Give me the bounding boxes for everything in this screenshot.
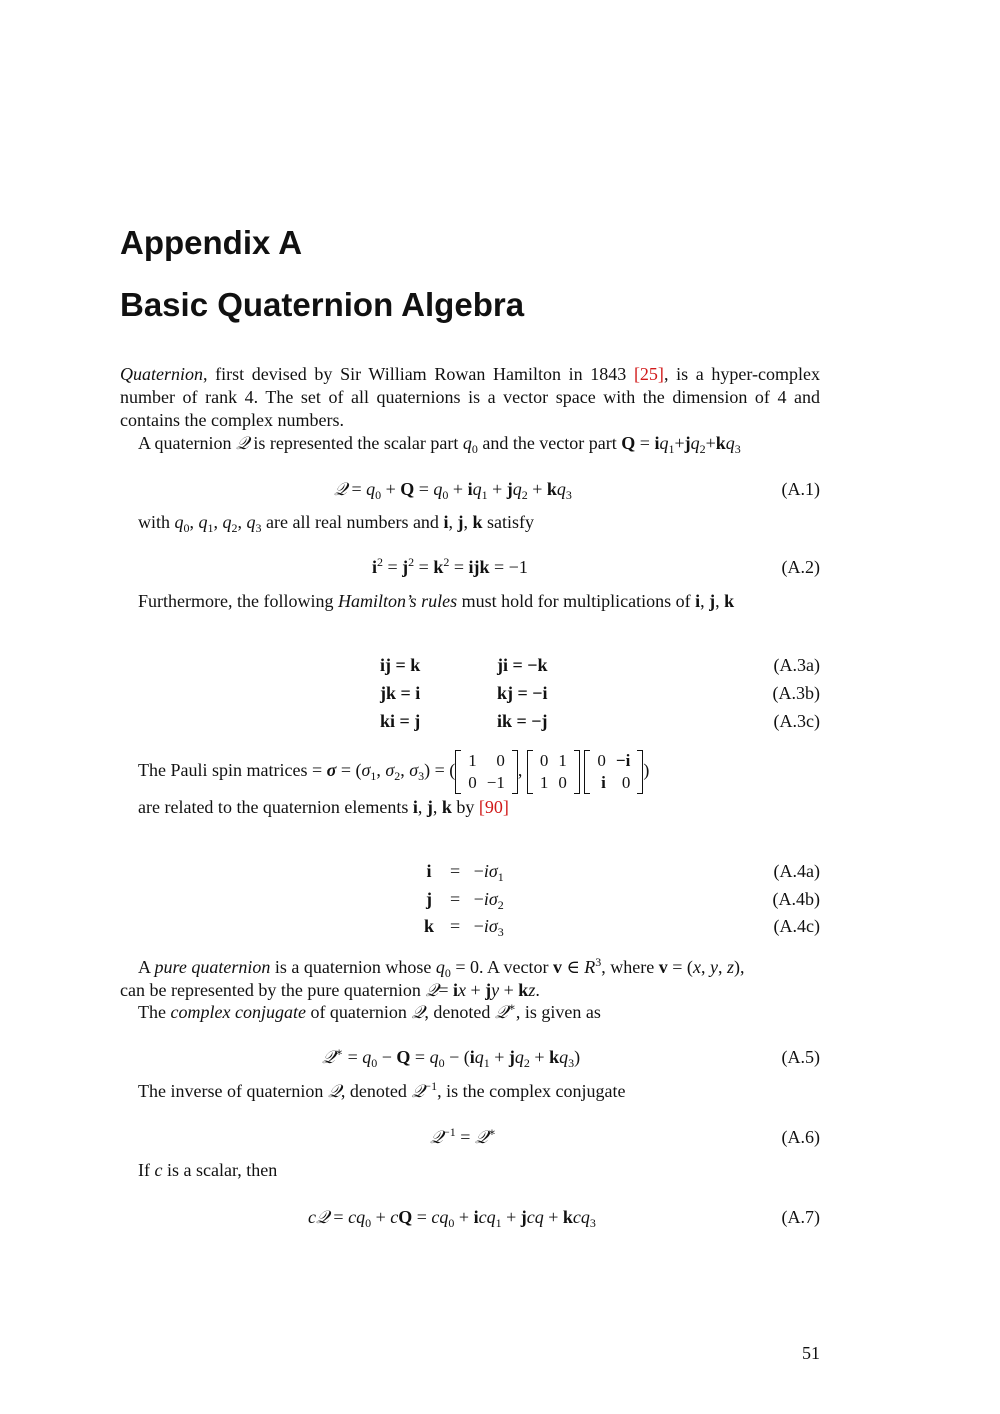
inverse-text-2: , denoted <box>340 1081 412 1101</box>
pauli-matrix-3: 0 −i i 0 <box>584 750 643 794</box>
pure-text-3: . A vector <box>478 957 553 977</box>
intro-text-2: , is a hyper-complex number of rank 4. The set of all quaternions is a vector space with the dimension of 4 and contains the complex numbers. <box>120 364 820 430</box>
equation-number-a4a: (A.4a) <box>773 861 820 881</box>
inverse-text-3: , is the complex conjugate <box>437 1081 626 1101</box>
conj-text-3: , denoted <box>424 1002 495 1022</box>
intro-paragraph <box>120 363 820 432</box>
pauli-text-1: The Pauli spin matrices = <box>138 760 327 781</box>
pauli-text-3: by <box>451 797 479 817</box>
equation-number-a3b: (A.3b) <box>772 683 820 703</box>
equation-a1: 𝒬 = $q_0 + Q = q_0 + iq_1 + jq_2 + kq_3$ <box>334 479 572 502</box>
conjugate-line: The complex conjugate of quaternion 𝒬, denoted 𝒬∗, is given as <box>138 1000 601 1022</box>
hamilton-line: Furthermore, the following Hamilton’s rules must hold for multiplications of i, j, k <box>138 591 735 611</box>
representation-line: A quaternion 𝒬 is represented the scalar part $q_0$ and the vector part $Q = iq_1+jq_2+kq_3$ <box>138 433 741 456</box>
equation-a4c-lhs: k <box>423 916 434 936</box>
scalar-line: If c is a scalar, then <box>138 1160 278 1180</box>
pure-text-6: can be represented by the pure quaternion <box>120 980 426 1000</box>
equation-a2: $i^2 = j^2 = k^2$ = ijk = −1 <box>372 555 528 577</box>
pure-text-2: is a quaternion whose <box>270 957 436 977</box>
repr-text-2: is represented the scalar part <box>248 433 463 453</box>
with-text-2: are all real numbers and <box>261 512 444 532</box>
pauli-text-2: are related to the quaternion elements <box>138 797 413 817</box>
scalar-text-2: is a scalar, then <box>162 1160 278 1180</box>
hamilton-text-2: must hold for multiplications of <box>457 591 696 611</box>
chapter-title: Basic Quaternion Algebra <box>120 286 525 323</box>
equation-number-a4c: (A.4c) <box>773 916 820 936</box>
repr-text-3: and the vector part <box>477 433 622 453</box>
conj-text-2: of quaternion <box>305 1002 412 1022</box>
page-number: 51 <box>802 1343 820 1363</box>
equation-number-a4b: (A.4b) <box>772 889 820 909</box>
inverse-line: The inverse of quaternion 𝒬, denoted 𝒬$^{-1}$, is the complex conjugate <box>138 1079 626 1101</box>
pure-quaternion-line-1: A pure quaternion is a quaternion whose $q_0 = 0$. A vector v ∈ $R^3$, where v = (x, y, z), <box>138 955 745 980</box>
equation-a6: 𝒬$^{-1}$ = 𝒬∗ <box>430 1125 496 1147</box>
scalar-text-1: If <box>138 1160 155 1180</box>
pure-quaternion-line-2: can be represented by the pure quaternion 𝒬= ix + jy + kz. <box>120 980 540 1000</box>
equation-number-a5: (A.5) <box>781 1047 820 1067</box>
hamilton-text-1: Furthermore, the following <box>138 591 338 611</box>
equation-a3c-left: ki = j <box>380 711 421 731</box>
term-hamiltons-rules: Hamilton’s rules <box>337 591 458 611</box>
conj-text-1: The <box>138 1002 171 1022</box>
equation-number-a1: (A.1) <box>781 479 820 499</box>
equation-a4b-lhs: j <box>426 889 432 909</box>
equation-a4b-rhs: = $-i\sigma_2$ <box>450 889 504 912</box>
equation-a4a-rhs: = $-i\sigma_1$ <box>450 861 504 884</box>
equation-a4c-rhs: = $-i\sigma_3$ <box>450 916 504 939</box>
pauli-related-line: are related to the quaternion elements i, j, k by [90] <box>138 797 509 817</box>
with-text-3: satisfy <box>482 512 534 532</box>
repr-text-1: A quaternion <box>138 433 236 453</box>
equation-number-a3a: (A.3a) <box>773 655 820 675</box>
pure-text-1: A <box>138 957 155 977</box>
equation-a3b-right: kj = −i <box>497 683 548 703</box>
inverse-text-1: The inverse of quaternion <box>138 1081 328 1101</box>
with-text-1: with <box>138 512 175 532</box>
equation-a3a-right: ji = −k <box>497 655 548 675</box>
equation-a5: 𝒬∗ = $q_0 - Q = q_0 - (iq_1 + jq_2 + kq_3)$ <box>322 1045 581 1070</box>
term-pure-quaternion: pure quaternion <box>154 957 271 977</box>
appendix-label: Appendix A <box>120 224 303 261</box>
pure-text-4: , where <box>601 957 659 977</box>
citation-90[interactable]: [90] <box>478 797 509 817</box>
pure-text-5: , <box>739 957 745 977</box>
equation-number-a2: (A.2) <box>781 557 820 577</box>
conj-text-4: , is given as <box>515 1002 601 1022</box>
equation-a3b-left: jk = i <box>380 683 421 703</box>
pauli-matrix-1: 1 0 0 −1 <box>455 750 518 794</box>
equation-number-a6: (A.6) <box>781 1127 820 1147</box>
pauli-matrix-2: 0 1 1 0 <box>527 750 580 794</box>
with-line: with $q_0$, $q_1$, $q_2$, $q_3$ are all real numbers and i, j, k satisfy <box>138 512 534 535</box>
equation-number-a3c: (A.3c) <box>773 711 820 731</box>
equation-a4a-lhs: i <box>426 861 432 881</box>
term-complex-conjugate: complex conjugate <box>170 1002 306 1022</box>
citation-25[interactable]: [25] <box>633 364 664 384</box>
equation-a7: c𝒬 = $cq_0$ + cQ = $cq_0 + icq_1$ + jcq + kcq$_3$ <box>308 1207 596 1230</box>
intro-text-1: , first devised by Sir William Rowan Hamilton in 1843 <box>203 364 634 384</box>
equation-a3a-left: ij = k <box>380 655 421 675</box>
pauli-line: The Pauli spin matrices = $\sigma = (\sigma_1$, $\sigma_2$, $\sigma_3$) = ( 1 0 0 −1 , 0 1 1 0 0 −i i 0 ) <box>138 751 650 792</box>
equation-number-a7: (A.7) <box>781 1207 820 1227</box>
term-quaternion: Quaternion <box>120 364 203 384</box>
equation-a3c-right: ik = −j <box>497 711 548 731</box>
